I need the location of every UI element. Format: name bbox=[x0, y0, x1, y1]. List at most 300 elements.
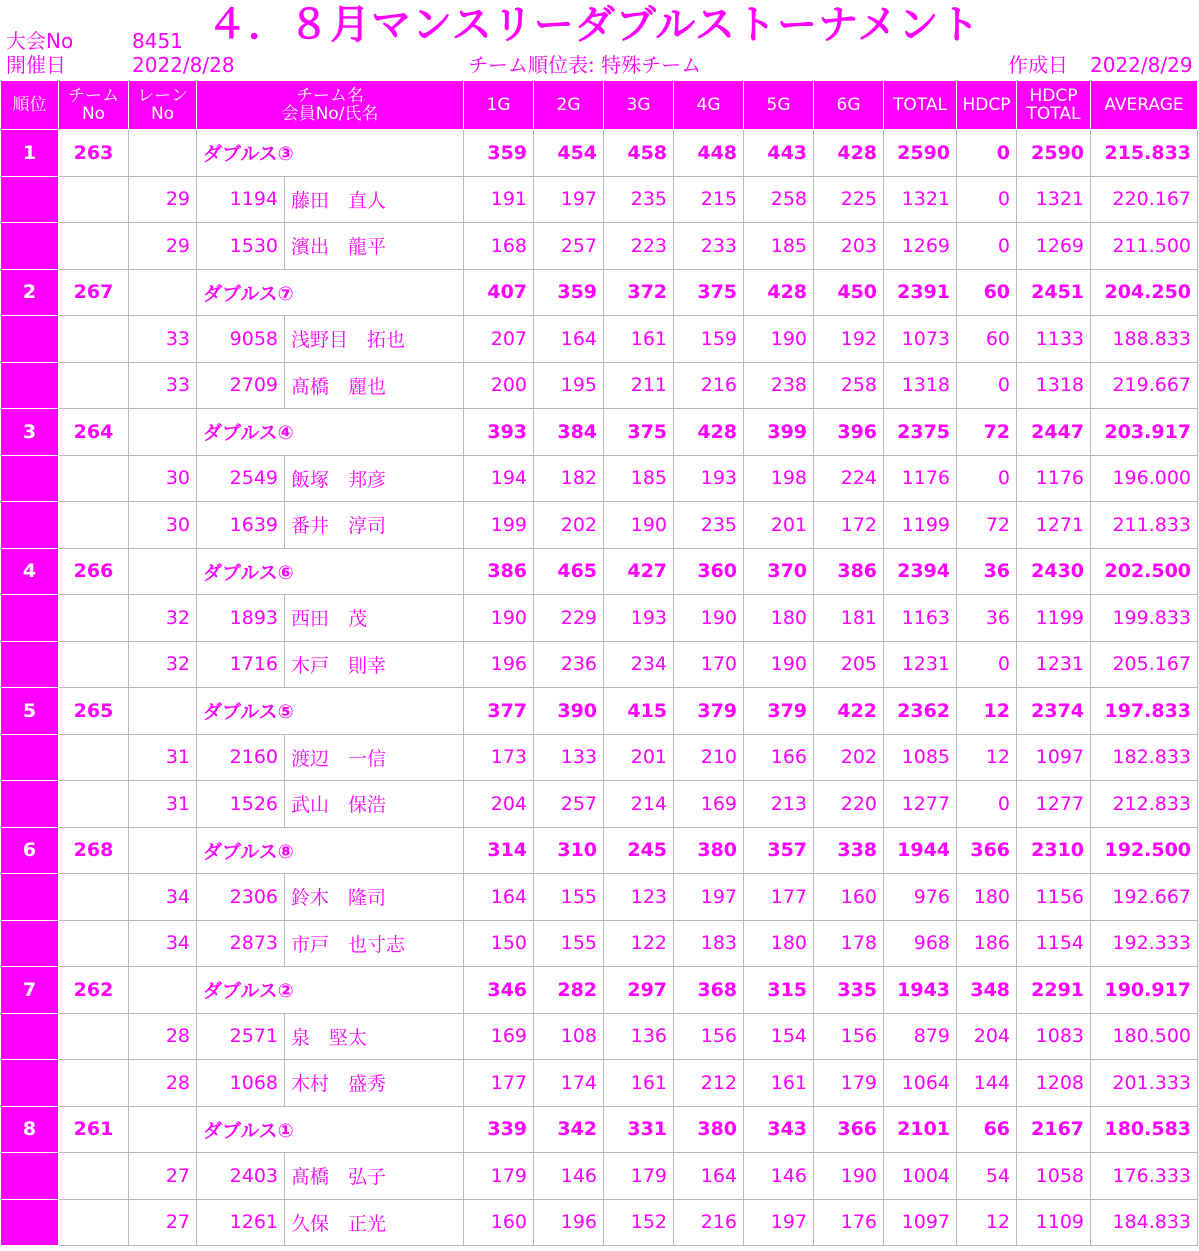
game-score-cell: 200 bbox=[464, 362, 534, 409]
average-cell: 192.667 bbox=[1091, 874, 1198, 921]
total-cell: 1199 bbox=[884, 502, 957, 549]
game-score-cell: 197 bbox=[534, 176, 604, 223]
member-name-cell: 木村 盛秀 bbox=[285, 1060, 464, 1107]
rank-cell: 1 bbox=[1, 130, 59, 177]
total-cell: 976 bbox=[884, 874, 957, 921]
member-name-cell: 市戸 也寸志 bbox=[285, 920, 464, 967]
average-cell: 201.333 bbox=[1091, 1060, 1198, 1107]
average-cell: 190.917 bbox=[1091, 967, 1198, 1014]
team-name-cell: ダブルス⑦ bbox=[197, 269, 464, 316]
game-score-cell: 235 bbox=[604, 176, 674, 223]
rank-cell bbox=[1, 362, 59, 409]
game-score-cell: 183 bbox=[674, 920, 744, 967]
game-score-cell: 161 bbox=[604, 1060, 674, 1107]
member-row bbox=[1, 1153, 1198, 1200]
team-name-cell: ダブルス① bbox=[197, 1106, 464, 1153]
game-score-cell: 282 bbox=[534, 967, 604, 1014]
hdcp-cell: 12 bbox=[957, 688, 1017, 735]
game-score-cell: 245 bbox=[604, 827, 674, 874]
team-no-cell: 263 bbox=[59, 130, 129, 177]
team-no-cell: 268 bbox=[59, 827, 129, 874]
hdcp-total-cell: 1133 bbox=[1017, 316, 1091, 363]
game-score-cell: 448 bbox=[674, 130, 744, 177]
game-score-cell: 379 bbox=[674, 688, 744, 735]
hdcp-cell: 72 bbox=[957, 409, 1017, 456]
game-score-cell: 169 bbox=[674, 781, 744, 828]
game-score-cell: 156 bbox=[674, 1013, 744, 1060]
game-score-cell: 155 bbox=[534, 874, 604, 921]
game-score-cell: 428 bbox=[674, 409, 744, 456]
game-score-cell: 159 bbox=[674, 316, 744, 363]
team-no-cell bbox=[59, 920, 129, 967]
game-score-cell: 179 bbox=[464, 1153, 534, 1200]
team-no-cell: 265 bbox=[59, 688, 129, 735]
game-score-cell: 181 bbox=[814, 595, 884, 642]
member-name-cell: 西田 茂 bbox=[285, 595, 464, 642]
lane-cell: 27 bbox=[129, 1199, 197, 1246]
lane-cell: 30 bbox=[129, 455, 197, 502]
member-row bbox=[1, 781, 1198, 828]
member-no-cell: 2873 bbox=[197, 920, 285, 967]
game-score-cell: 156 bbox=[814, 1013, 884, 1060]
member-no-cell: 1261 bbox=[197, 1199, 285, 1246]
game-score-cell: 384 bbox=[534, 409, 604, 456]
member-no-cell: 1068 bbox=[197, 1060, 285, 1107]
game-score-cell: 177 bbox=[744, 874, 814, 921]
team-no-cell: 266 bbox=[59, 548, 129, 595]
total-cell: 1004 bbox=[884, 1153, 957, 1200]
game-score-cell: 201 bbox=[604, 734, 674, 781]
col-average: AVERAGE bbox=[1091, 81, 1198, 130]
game-score-cell: 213 bbox=[744, 781, 814, 828]
game-score-cell: 379 bbox=[744, 688, 814, 735]
rank-cell: 8 bbox=[1, 1106, 59, 1153]
total-cell: 2375 bbox=[884, 409, 957, 456]
game-score-cell: 190 bbox=[744, 641, 814, 688]
member-no-cell: 2571 bbox=[197, 1013, 285, 1060]
average-cell: 197.833 bbox=[1091, 688, 1198, 735]
game-score-cell: 233 bbox=[674, 223, 744, 270]
team-no-cell bbox=[59, 1199, 129, 1246]
average-cell: 220.167 bbox=[1091, 176, 1198, 223]
game-score-cell: 390 bbox=[534, 688, 604, 735]
average-cell: 176.333 bbox=[1091, 1153, 1198, 1200]
member-name-cell: 浅野目 拓也 bbox=[285, 316, 464, 363]
game-score-cell: 377 bbox=[464, 688, 534, 735]
game-score-cell: 199 bbox=[464, 502, 534, 549]
total-cell: 1944 bbox=[884, 827, 957, 874]
game-score-cell: 193 bbox=[604, 595, 674, 642]
hdcp-cell: 348 bbox=[957, 967, 1017, 1014]
game-score-cell: 133 bbox=[534, 734, 604, 781]
team-no-cell bbox=[59, 874, 129, 921]
average-cell: 215.833 bbox=[1091, 130, 1198, 177]
hdcp-total-cell: 2291 bbox=[1017, 967, 1091, 1014]
event-no-label: 大会No bbox=[6, 29, 74, 53]
average-cell: 202.500 bbox=[1091, 548, 1198, 595]
game-score-cell: 177 bbox=[464, 1060, 534, 1107]
game-score-cell: 315 bbox=[744, 967, 814, 1014]
lane-cell bbox=[129, 1106, 197, 1153]
game-score-cell: 168 bbox=[464, 223, 534, 270]
team-no-cell: 264 bbox=[59, 409, 129, 456]
game-score-cell: 155 bbox=[534, 920, 604, 967]
col-game-1: 1G bbox=[464, 81, 534, 130]
total-cell: 2590 bbox=[884, 130, 957, 177]
average-cell: 180.583 bbox=[1091, 1106, 1198, 1153]
team-name-cell: ダブルス④ bbox=[197, 409, 464, 456]
member-no-cell: 2160 bbox=[197, 734, 285, 781]
game-score-cell: 235 bbox=[674, 502, 744, 549]
rank-cell bbox=[1, 1060, 59, 1107]
game-score-cell: 169 bbox=[464, 1013, 534, 1060]
hdcp-total-cell: 1269 bbox=[1017, 223, 1091, 270]
total-cell: 2101 bbox=[884, 1106, 957, 1153]
team-no-cell bbox=[59, 502, 129, 549]
member-row bbox=[1, 455, 1198, 502]
member-row bbox=[1, 734, 1198, 781]
member-name-cell: 泉 堅太 bbox=[285, 1013, 464, 1060]
game-score-cell: 257 bbox=[534, 223, 604, 270]
hdcp-total-cell: 2590 bbox=[1017, 130, 1091, 177]
member-row bbox=[1, 316, 1198, 363]
team-no-cell bbox=[59, 1013, 129, 1060]
team-name-cell: ダブルス② bbox=[197, 967, 464, 1014]
member-no-cell: 2306 bbox=[197, 874, 285, 921]
game-score-cell: 214 bbox=[604, 781, 674, 828]
game-score-cell: 372 bbox=[604, 269, 674, 316]
game-score-cell: 154 bbox=[744, 1013, 814, 1060]
game-score-cell: 205 bbox=[814, 641, 884, 688]
game-score-cell: 123 bbox=[604, 874, 674, 921]
lane-cell: 33 bbox=[129, 362, 197, 409]
total-cell: 1318 bbox=[884, 362, 957, 409]
game-score-cell: 166 bbox=[744, 734, 814, 781]
average-cell: 219.667 bbox=[1091, 362, 1198, 409]
team-name-cell: ダブルス⑧ bbox=[197, 827, 464, 874]
total-cell: 1064 bbox=[884, 1060, 957, 1107]
team-no-cell bbox=[59, 781, 129, 828]
team-no-cell bbox=[59, 641, 129, 688]
game-score-cell: 234 bbox=[604, 641, 674, 688]
member-no-cell: 2709 bbox=[197, 362, 285, 409]
team-no-cell bbox=[59, 223, 129, 270]
member-row bbox=[1, 920, 1198, 967]
team-no-cell bbox=[59, 362, 129, 409]
lane-cell: 31 bbox=[129, 734, 197, 781]
game-score-cell: 335 bbox=[814, 967, 884, 1014]
game-score-cell: 172 bbox=[814, 502, 884, 549]
hdcp-cell: 66 bbox=[957, 1106, 1017, 1153]
game-score-cell: 415 bbox=[604, 688, 674, 735]
game-score-cell: 170 bbox=[674, 641, 744, 688]
hdcp-cell: 366 bbox=[957, 827, 1017, 874]
game-score-cell: 407 bbox=[464, 269, 534, 316]
average-cell: 192.500 bbox=[1091, 827, 1198, 874]
member-row bbox=[1, 502, 1198, 549]
hdcp-cell: 60 bbox=[957, 269, 1017, 316]
game-score-cell: 375 bbox=[674, 269, 744, 316]
game-score-cell: 202 bbox=[534, 502, 604, 549]
game-score-cell: 202 bbox=[814, 734, 884, 781]
hdcp-cell: 204 bbox=[957, 1013, 1017, 1060]
average-cell: 182.833 bbox=[1091, 734, 1198, 781]
member-row bbox=[1, 1013, 1198, 1060]
game-score-cell: 314 bbox=[464, 827, 534, 874]
game-score-cell: 174 bbox=[534, 1060, 604, 1107]
average-cell: 192.333 bbox=[1091, 920, 1198, 967]
game-score-cell: 173 bbox=[464, 734, 534, 781]
average-cell: 212.833 bbox=[1091, 781, 1198, 828]
game-score-cell: 160 bbox=[814, 874, 884, 921]
game-score-cell: 339 bbox=[464, 1106, 534, 1153]
team-row bbox=[1, 409, 1198, 456]
member-row bbox=[1, 176, 1198, 223]
member-name-cell: 久保 正光 bbox=[285, 1199, 464, 1246]
game-score-cell: 257 bbox=[534, 781, 604, 828]
col-total: TOTAL bbox=[884, 81, 957, 130]
member-row bbox=[1, 1060, 1198, 1107]
member-name-cell: 飯塚 邦彦 bbox=[285, 455, 464, 502]
game-score-cell: 180 bbox=[744, 920, 814, 967]
game-score-cell: 203 bbox=[814, 223, 884, 270]
game-score-cell: 164 bbox=[464, 874, 534, 921]
lane-cell: 27 bbox=[129, 1153, 197, 1200]
game-score-cell: 370 bbox=[744, 548, 814, 595]
lane-cell bbox=[129, 827, 197, 874]
team-row bbox=[1, 269, 1198, 316]
hdcp-total-cell: 1058 bbox=[1017, 1153, 1091, 1200]
col-team-name: チーム名 会員No/氏名 bbox=[197, 81, 464, 130]
game-score-cell: 396 bbox=[814, 409, 884, 456]
member-row bbox=[1, 595, 1198, 642]
game-score-cell: 380 bbox=[674, 1106, 744, 1153]
lane-cell: 32 bbox=[129, 641, 197, 688]
rank-cell: 2 bbox=[1, 269, 59, 316]
col-lane-no: レーン No bbox=[129, 81, 197, 130]
game-score-cell: 458 bbox=[604, 130, 674, 177]
lane-cell: 28 bbox=[129, 1013, 197, 1060]
team-no-cell bbox=[59, 1060, 129, 1107]
hdcp-total-cell: 1156 bbox=[1017, 874, 1091, 921]
game-score-cell: 161 bbox=[744, 1060, 814, 1107]
lane-cell bbox=[129, 548, 197, 595]
lane-cell: 31 bbox=[129, 781, 197, 828]
hdcp-total-cell: 1083 bbox=[1017, 1013, 1091, 1060]
rank-cell: 4 bbox=[1, 548, 59, 595]
col-hdcp-total: HDCP TOTAL bbox=[1017, 81, 1091, 130]
team-name-cell: ダブルス③ bbox=[197, 130, 464, 177]
game-score-cell: 190 bbox=[744, 316, 814, 363]
rank-cell bbox=[1, 734, 59, 781]
game-score-cell: 465 bbox=[534, 548, 604, 595]
game-score-cell: 182 bbox=[534, 455, 604, 502]
hdcp-total-cell: 1199 bbox=[1017, 595, 1091, 642]
member-name-cell: 武山 保浩 bbox=[285, 781, 464, 828]
hdcp-total-cell: 1318 bbox=[1017, 362, 1091, 409]
team-name-cell: ダブルス⑥ bbox=[197, 548, 464, 595]
lane-cell: 30 bbox=[129, 502, 197, 549]
team-no-cell bbox=[59, 176, 129, 223]
member-row bbox=[1, 641, 1198, 688]
member-row bbox=[1, 223, 1198, 270]
hdcp-cell: 0 bbox=[957, 223, 1017, 270]
member-name-cell: 木戸 則幸 bbox=[285, 641, 464, 688]
game-score-cell: 258 bbox=[814, 362, 884, 409]
rank-cell bbox=[1, 781, 59, 828]
member-no-cell: 9058 bbox=[197, 316, 285, 363]
team-no-cell bbox=[59, 1153, 129, 1200]
game-score-cell: 146 bbox=[744, 1153, 814, 1200]
game-score-cell: 207 bbox=[464, 316, 534, 363]
team-row bbox=[1, 130, 1198, 177]
member-name-cell: 濱出 龍平 bbox=[285, 223, 464, 270]
rank-cell bbox=[1, 223, 59, 270]
total-cell: 1085 bbox=[884, 734, 957, 781]
total-cell: 1097 bbox=[884, 1199, 957, 1246]
game-score-cell: 450 bbox=[814, 269, 884, 316]
game-score-cell: 178 bbox=[814, 920, 884, 967]
rank-cell bbox=[1, 176, 59, 223]
average-cell: 199.833 bbox=[1091, 595, 1198, 642]
page-title: ４．８月マンスリーダブルストーナメント bbox=[207, 2, 981, 48]
game-score-cell: 220 bbox=[814, 781, 884, 828]
team-no-cell: 261 bbox=[59, 1106, 129, 1153]
hdcp-total-cell: 1321 bbox=[1017, 176, 1091, 223]
col-team-no: チーム No bbox=[59, 81, 129, 130]
total-cell: 2391 bbox=[884, 269, 957, 316]
member-name-cell: 鈴木 隆司 bbox=[285, 874, 464, 921]
average-cell: 211.500 bbox=[1091, 223, 1198, 270]
rank-cell: 7 bbox=[1, 967, 59, 1014]
member-name-cell: 渡辺 一信 bbox=[285, 734, 464, 781]
lane-cell: 28 bbox=[129, 1060, 197, 1107]
ranking-table bbox=[0, 80, 1198, 1246]
game-score-cell: 338 bbox=[814, 827, 884, 874]
game-score-cell: 346 bbox=[464, 967, 534, 1014]
created-date-label: 作成日 bbox=[1008, 53, 1068, 77]
lane-cell: 29 bbox=[129, 223, 197, 270]
report-name: チーム順位表: 特殊チーム bbox=[468, 53, 702, 77]
hdcp-cell: 0 bbox=[957, 130, 1017, 177]
game-score-cell: 428 bbox=[744, 269, 814, 316]
hdcp-total-cell: 2374 bbox=[1017, 688, 1091, 735]
hdcp-cell: 0 bbox=[957, 362, 1017, 409]
hdcp-total-cell: 2447 bbox=[1017, 409, 1091, 456]
game-score-cell: 427 bbox=[604, 548, 674, 595]
member-row bbox=[1, 362, 1198, 409]
game-score-cell: 238 bbox=[744, 362, 814, 409]
total-cell: 1163 bbox=[884, 595, 957, 642]
game-score-cell: 454 bbox=[534, 130, 604, 177]
game-score-cell: 210 bbox=[674, 734, 744, 781]
rank-cell bbox=[1, 1013, 59, 1060]
rank-cell bbox=[1, 1199, 59, 1246]
rank-cell bbox=[1, 502, 59, 549]
game-score-cell: 198 bbox=[744, 455, 814, 502]
total-cell: 1231 bbox=[884, 641, 957, 688]
hdcp-cell: 186 bbox=[957, 920, 1017, 967]
hdcp-cell: 54 bbox=[957, 1153, 1017, 1200]
total-cell: 879 bbox=[884, 1013, 957, 1060]
game-score-cell: 204 bbox=[464, 781, 534, 828]
lane-cell bbox=[129, 130, 197, 177]
game-score-cell: 258 bbox=[744, 176, 814, 223]
game-score-cell: 342 bbox=[534, 1106, 604, 1153]
hdcp-cell: 12 bbox=[957, 734, 1017, 781]
game-score-cell: 368 bbox=[674, 967, 744, 1014]
team-no-cell: 262 bbox=[59, 967, 129, 1014]
lane-cell bbox=[129, 688, 197, 735]
game-score-cell: 229 bbox=[534, 595, 604, 642]
hdcp-total-cell: 1231 bbox=[1017, 641, 1091, 688]
game-score-cell: 196 bbox=[534, 1199, 604, 1246]
hdcp-total-cell: 2451 bbox=[1017, 269, 1091, 316]
game-score-cell: 211 bbox=[604, 362, 674, 409]
col-rank: 順位 bbox=[1, 81, 59, 130]
hdcp-total-cell: 1176 bbox=[1017, 455, 1091, 502]
member-no-cell: 2549 bbox=[197, 455, 285, 502]
game-score-cell: 386 bbox=[814, 548, 884, 595]
rank-cell: 6 bbox=[1, 827, 59, 874]
game-score-cell: 359 bbox=[464, 130, 534, 177]
average-cell: 184.833 bbox=[1091, 1199, 1198, 1246]
team-no-cell bbox=[59, 316, 129, 363]
game-score-cell: 179 bbox=[814, 1060, 884, 1107]
hdcp-total-cell: 1097 bbox=[1017, 734, 1091, 781]
game-score-cell: 193 bbox=[674, 455, 744, 502]
rank-cell: 5 bbox=[1, 688, 59, 735]
game-score-cell: 357 bbox=[744, 827, 814, 874]
game-score-cell: 190 bbox=[464, 595, 534, 642]
lane-cell: 34 bbox=[129, 920, 197, 967]
total-cell: 1073 bbox=[884, 316, 957, 363]
total-cell: 1321 bbox=[884, 176, 957, 223]
lane-cell: 33 bbox=[129, 316, 197, 363]
member-no-cell: 1893 bbox=[197, 595, 285, 642]
rank-cell bbox=[1, 316, 59, 363]
member-name-cell: 番井 淳司 bbox=[285, 502, 464, 549]
game-score-cell: 223 bbox=[604, 223, 674, 270]
game-score-cell: 197 bbox=[674, 874, 744, 921]
member-name-cell: 髙橋 弘子 bbox=[285, 1153, 464, 1200]
col-game-2: 2G bbox=[534, 81, 604, 130]
average-cell: 205.167 bbox=[1091, 641, 1198, 688]
total-cell: 1277 bbox=[884, 781, 957, 828]
team-row bbox=[1, 548, 1198, 595]
member-row bbox=[1, 1199, 1198, 1246]
game-score-cell: 366 bbox=[814, 1106, 884, 1153]
member-name-cell: 藤田 直人 bbox=[285, 176, 464, 223]
hdcp-total-cell: 1154 bbox=[1017, 920, 1091, 967]
rank-cell bbox=[1, 455, 59, 502]
team-row bbox=[1, 1106, 1198, 1153]
average-cell: 188.833 bbox=[1091, 316, 1198, 363]
game-score-cell: 212 bbox=[674, 1060, 744, 1107]
game-score-cell: 190 bbox=[674, 595, 744, 642]
hdcp-total-cell: 1271 bbox=[1017, 502, 1091, 549]
game-score-cell: 197 bbox=[744, 1199, 814, 1246]
game-score-cell: 146 bbox=[534, 1153, 604, 1200]
game-score-cell: 380 bbox=[674, 827, 744, 874]
hdcp-total-cell: 2310 bbox=[1017, 827, 1091, 874]
total-cell: 1943 bbox=[884, 967, 957, 1014]
game-score-cell: 122 bbox=[604, 920, 674, 967]
col-hdcp: HDCP bbox=[957, 81, 1017, 130]
team-row bbox=[1, 688, 1198, 735]
game-score-cell: 152 bbox=[604, 1199, 674, 1246]
game-score-cell: 393 bbox=[464, 409, 534, 456]
